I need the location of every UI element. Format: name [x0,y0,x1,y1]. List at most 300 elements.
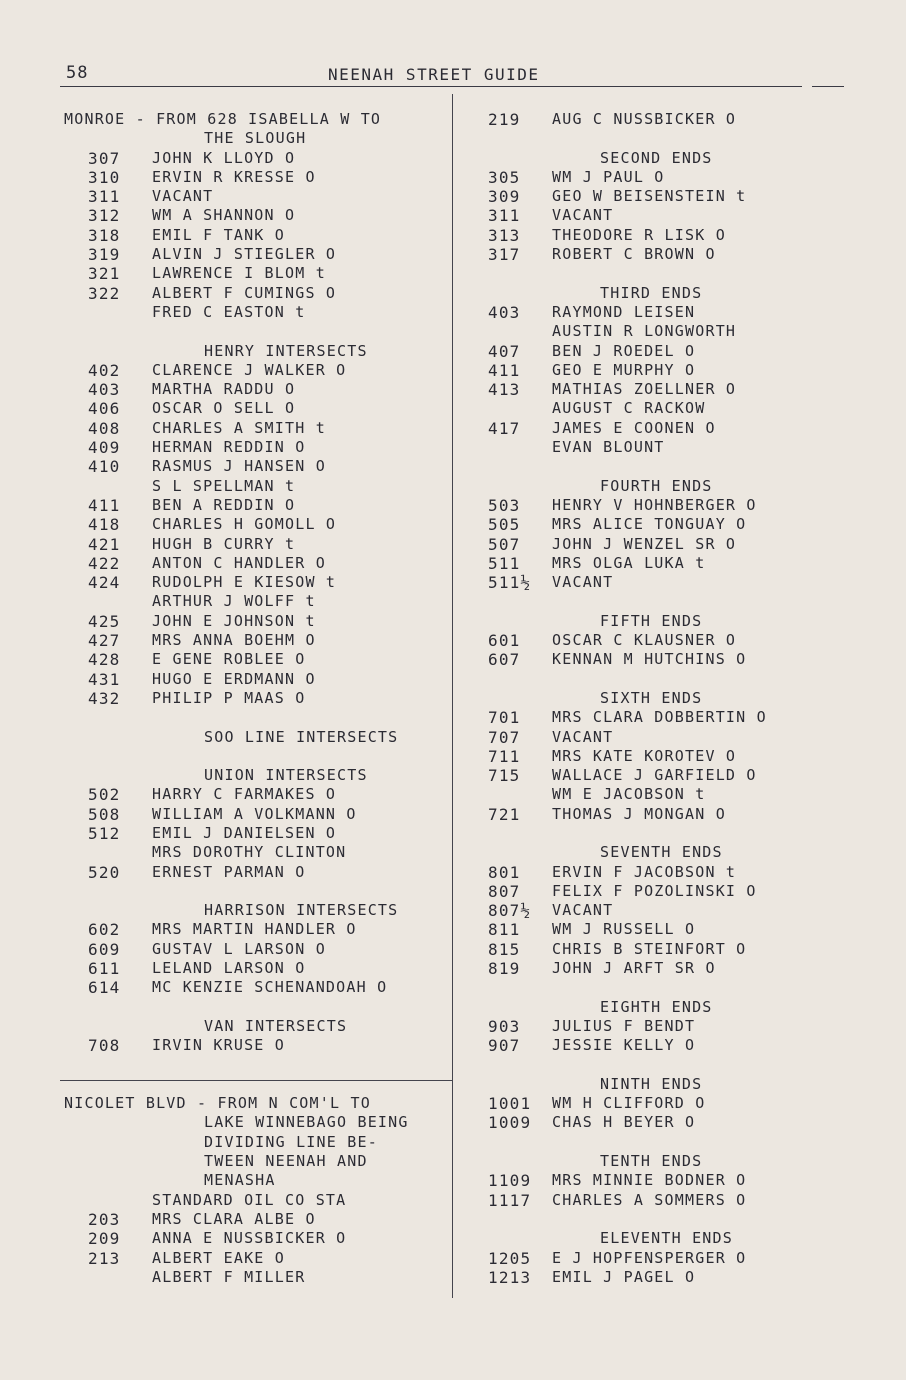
heading-line [470,149,870,168]
directory-entry [470,940,870,959]
directory-entry [470,1094,870,1113]
resident-name: ALBERT F CUMINGS O [152,283,337,302]
heading-line [470,843,870,862]
house-number: 507 [488,534,521,554]
resident-name: MARTHA RADDU O [152,380,296,399]
directory-entry [470,535,870,554]
directory-entry [64,264,452,283]
resident-name: WALLACE J GARFIELD O [552,766,757,785]
house-number: 317 [488,245,521,265]
house-number: 707 [488,727,521,747]
resident-name: WM J RUSSELL O [552,920,696,939]
resident-name: JULIUS F BENDT [552,1016,696,1035]
house-number: 819 [488,959,521,979]
directory-entry [470,766,870,785]
heading-line [64,1152,452,1171]
blank-line [64,747,452,766]
header-rule [60,86,802,87]
resident-name: HERMAN REDDIN O [152,438,306,457]
blank-line [470,978,870,997]
directory-entry [64,978,452,997]
heading-line [470,998,870,1017]
house-number: 607 [488,650,521,670]
resident-name: ERVIN R KRESSE O [152,167,316,186]
house-number: 431 [88,669,121,689]
house-number: 711 [488,746,521,766]
resident-name: WM E JACOBSON t [552,785,706,804]
resident-name: EMIL J DANIELSEN O [152,823,337,842]
house-number: 903 [488,1016,521,1036]
street-heading: NICOLET BLVD - FROM N COM'L TO [64,1094,371,1113]
resident-name: MRS ALICE TONGUAY O [552,515,747,534]
directory-entry [470,342,870,361]
resident-name: EVAN BLOUNT [552,438,665,457]
house-number: 511½ [488,573,532,593]
resident-name: WM H CLIFFORD O [552,1094,706,1113]
house-number: 427 [88,631,121,651]
house-number: 425 [88,611,121,631]
directory-entry [64,573,452,592]
house-number: 422 [88,553,121,573]
resident-name: GEO E MURPHY O [552,360,696,379]
house-number: 520 [88,862,121,882]
house-number: 511 [488,553,521,573]
resident-name: HUGO E ERDMANN O [152,669,316,688]
house-number: 602 [88,920,121,940]
house-number: 1205 [488,1248,532,1268]
street-heading-continuation: LAKE WINNEBAGO BEING [204,1113,409,1132]
section-heading: EIGHTH ENDS [600,997,713,1016]
house-number: 424 [88,573,121,593]
heading-line [470,689,870,708]
house-number: 318 [88,225,121,245]
house-number: 313 [488,225,521,245]
section-heading: UNION INTERSECTS [204,766,368,785]
resident-name: RUDOLPH E KIESOW t [152,573,337,592]
heading-line [64,1133,452,1152]
resident-name: CHARLES H GOMOLL O [152,515,337,534]
house-number: 815 [488,939,521,959]
house-number: 721 [488,804,521,824]
heading-line [64,766,452,785]
directory-entry [64,670,452,689]
street-heading: MONROE - FROM 628 ISABELLA W TO [64,110,382,128]
house-number: 408 [88,418,121,438]
directory-entry [470,1036,870,1055]
resident-name: VACANT [552,573,614,592]
house-number: 309 [488,187,521,207]
house-number: 418 [88,515,121,535]
directory-entry [470,438,870,457]
resident-name: STANDARD OIL CO STA [152,1190,347,1209]
directory-entry [64,940,452,959]
directory-entry [64,554,452,573]
heading-line [470,1075,870,1094]
directory-entry [470,650,870,669]
resident-name: WM J PAUL O [552,167,665,186]
resident-name: MRS ANNA BOEHM O [152,631,316,650]
directory-entry [470,303,870,322]
house-number: 503 [488,495,521,515]
resident-name: KENNAN M HUTCHINS O [552,650,747,669]
resident-name: THOMAS J MONGAN O [552,804,726,823]
resident-name: ROBERT C BROWN O [552,245,716,264]
resident-name: MRS OLGA LUKA t [552,553,706,572]
blank-line [470,129,870,148]
resident-name: MC KENZIE SCHENANDOAH O [152,978,388,997]
resident-name: LELAND LARSON O [152,959,306,978]
house-number: 614 [88,978,121,998]
resident-name: MRS DOROTHY CLINTON [152,843,347,862]
street-heading-continuation: THE SLOUGH [204,129,307,148]
resident-name: RASMUS J HANSEN O [152,457,326,476]
directory-entry [470,1191,870,1210]
directory-entry [64,785,452,804]
heading-line [64,342,452,361]
directory-entry [470,1113,870,1132]
section-heading: HENRY INTERSECTS [204,341,368,360]
resident-name: THEODORE R LISK O [552,225,726,244]
resident-name: MRS MINNIE BODNER O [552,1171,747,1190]
house-number: 402 [88,360,121,380]
section-heading: SOO LINE INTERSECTS [204,727,399,746]
directory-entry [470,187,870,206]
resident-name: FELIX F POZOLINSKI O [552,881,757,900]
directory-entry [64,515,452,534]
directory-entry [64,206,452,225]
directory-entry [470,322,870,341]
house-number: 403 [488,302,521,322]
resident-name: CHRIS B STEINFORT O [552,939,747,958]
blank-line [470,1056,870,1075]
resident-name: JOHN K LLOYD O [152,148,296,167]
directory-entry [64,284,452,303]
directory-entry [470,361,870,380]
directory-entry [470,708,870,727]
section-heading: TENTH ENDS [600,1152,703,1171]
house-number: 311 [488,206,521,226]
directory-entry [64,399,452,418]
house-number: 219 [488,110,521,129]
house-number: 322 [88,283,121,303]
directory-entry [470,554,870,573]
resident-name: ALVIN J STIEGLER O [152,245,337,264]
resident-name: WM A SHANNON O [152,206,296,225]
directory-entry [470,785,870,804]
house-number: 505 [488,515,521,535]
resident-name: MRS CLARA ALBE O [152,1209,316,1228]
left-column [64,110,452,1287]
directory-entry [64,187,452,206]
directory-entry [64,477,452,496]
section-heading: NINTH ENDS [600,1074,703,1093]
house-number: 801 [488,862,521,882]
blank-line [64,1075,452,1094]
house-number: 410 [88,457,121,477]
house-number: 413 [488,380,521,400]
blank-line [470,1210,870,1229]
resident-name: MATHIAS ZOELLNER O [552,380,737,399]
directory-entry [470,168,870,187]
directory-entry [64,226,452,245]
house-number: 609 [88,939,121,959]
resident-name: EMIL J PAGEL O [552,1267,696,1286]
resident-name: IRVIN KRUSE O [152,1036,285,1055]
directory-entry [470,863,870,882]
directory-entry [470,245,870,264]
heading-line [64,728,452,747]
blank-line [470,264,870,283]
directory-entry [64,1036,452,1055]
resident-name: MRS KATE KOROTEV O [552,746,737,765]
house-number: 213 [88,1248,121,1268]
house-number: 512 [88,823,121,843]
resident-name: PHILIP P MAAS O [152,688,306,707]
house-number: 611 [88,959,121,979]
directory-entry [64,959,452,978]
directory-entry [64,650,452,669]
directory-entry [64,149,452,168]
directory-entry [470,399,870,418]
directory-entry [64,1191,452,1210]
resident-name: CHAS H BEYER O [552,1113,696,1132]
directory-entry [470,380,870,399]
resident-name: ANTON C HANDLER O [152,553,326,572]
blank-line [470,670,870,689]
section-heading: FIFTH ENDS [600,611,703,630]
house-number: 1001 [488,1094,532,1114]
resident-name: ALBERT F MILLER [152,1267,306,1286]
resident-name: ANNA E NUSSBICKER O [152,1229,347,1248]
blank-line [64,708,452,727]
directory-entry [64,496,452,515]
house-number: 319 [88,245,121,265]
house-number: 417 [488,418,521,438]
heading-line [470,1152,870,1171]
house-number: 203 [88,1209,121,1229]
street-heading-continuation: DIVIDING LINE BE- [204,1132,378,1151]
directory-entry [470,419,870,438]
house-number: 1213 [488,1267,532,1287]
house-number: 811 [488,920,521,940]
house-number: 421 [88,534,121,554]
directory-entry [64,612,452,631]
right-column [470,110,870,1287]
resident-name: JOHN J ARFT SR O [552,959,716,978]
heading-line [470,1229,870,1248]
house-number: 701 [488,708,521,728]
resident-name: AUG C NUSSBICKER O [552,110,737,128]
resident-name: BEN A REDDIN O [152,495,296,514]
house-number: 715 [488,766,521,786]
heading-line [470,477,870,496]
column-divider [452,94,453,1298]
directory-entry [470,226,870,245]
resident-name: E J HOPFENSPERGER O [552,1248,747,1267]
resident-name: OSCAR O SELL O [152,399,296,418]
house-number: 432 [88,688,121,708]
house-number: 502 [88,785,121,805]
directory-entry [470,1268,870,1287]
blank-line [64,322,452,341]
resident-name: HENRY V HOHNBERGER O [552,495,757,514]
resident-name: HARRY C FARMAKES O [152,785,337,804]
house-number: 428 [88,650,121,670]
directory-entry [64,631,452,650]
directory-entry [64,863,452,882]
directory-entry [64,438,452,457]
heading-line [64,129,452,148]
directory-entry [64,805,452,824]
directory-entry [64,920,452,939]
section-heading: FOURTH ENDS [600,476,713,495]
resident-name: EMIL F TANK O [152,225,285,244]
directory-entry [470,110,870,129]
house-number: 406 [88,399,121,419]
section-heading: THIRD ENDS [600,283,703,302]
directory-entry [64,419,452,438]
directory-entry [64,1210,452,1229]
section-heading: SECOND ENDS [600,148,713,167]
page-title: NEENAH STREET GUIDE [328,65,540,84]
heading-line [64,110,452,129]
resident-name: CLARENCE J WALKER O [152,360,347,379]
directory-entry [470,573,870,592]
resident-name: AUSTIN R LONGWORTH [552,322,737,341]
page-number: 58 [66,63,89,83]
directory-entry [64,168,452,187]
house-number: 508 [88,804,121,824]
directory-entry [470,1017,870,1036]
house-number: 807½ [488,901,532,921]
resident-name: ARTHUR J WOLFF t [152,592,316,611]
header-rule-extension [812,86,844,87]
heading-line [64,1113,452,1132]
blank-line [470,824,870,843]
resident-name: E GENE ROBLEE O [152,650,306,669]
street-heading-continuation: TWEEN NEENAH AND [204,1152,368,1171]
house-number: 403 [88,380,121,400]
resident-name: S L SPELLMAN t [152,476,296,495]
house-number: 305 [488,167,521,187]
house-number: 1117 [488,1190,532,1210]
directory-entry [470,805,870,824]
directory-entry [470,920,870,939]
directory-entry [64,689,452,708]
house-number: 411 [88,495,121,515]
directory-entry [64,380,452,399]
house-number: 708 [88,1036,121,1056]
resident-name: VACANT [552,901,614,920]
resident-name: JESSIE KELLY O [552,1036,696,1055]
resident-name: FRED C EASTON t [152,302,306,321]
section-heading: SIXTH ENDS [600,688,703,707]
directory-entry [470,206,870,225]
directory-entry [64,592,452,611]
directory-entry [470,496,870,515]
house-number: 409 [88,438,121,458]
section-heading: ELEVENTH ENDS [600,1229,733,1248]
directory-entry [470,728,870,747]
directory-entry [470,882,870,901]
resident-name: ERNEST PARMAN O [152,862,306,881]
house-number: 209 [88,1229,121,1249]
heading-line [64,901,452,920]
heading-line [470,284,870,303]
resident-name: MRS CLARA DOBBERTIN O [552,708,767,727]
resident-name: HUGH B CURRY t [152,534,296,553]
directory-entry [470,631,870,650]
resident-name: MRS MARTIN HANDLER O [152,920,357,939]
house-number: 307 [88,148,121,168]
section-heading: VAN INTERSECTS [204,1016,348,1035]
resident-name: CHARLES A SOMMERS O [552,1190,747,1209]
house-number: 312 [88,206,121,226]
house-number: 411 [488,360,521,380]
heading-line [64,1171,452,1190]
directory-entry [470,1171,870,1190]
directory-entry [64,1268,452,1287]
directory-entry [470,747,870,766]
resident-name: CHARLES A SMITH t [152,418,326,437]
blank-line [64,998,452,1017]
directory-entry [470,1249,870,1268]
blank-line [470,1133,870,1152]
resident-name: LAWRENCE I BLOM t [152,264,326,283]
house-number: 310 [88,167,121,187]
heading-line [64,1017,452,1036]
resident-name: JAMES E COONEN O [552,418,716,437]
directory-entry [64,245,452,264]
resident-name: VACANT [552,206,614,225]
resident-name: ALBERT EAKE O [152,1248,285,1267]
directory-entry [64,843,452,862]
resident-name: RAYMOND LEISEN [552,302,696,321]
heading-line [64,1094,452,1113]
directory-entry [470,515,870,534]
resident-name: VACANT [552,727,614,746]
directory-entry [64,535,452,554]
resident-name: OSCAR C KLAUSNER O [552,631,737,650]
house-number: 321 [88,264,121,284]
house-number: 907 [488,1036,521,1056]
section-heading: HARRISON INTERSECTS [204,901,399,920]
directory-entry [470,901,870,920]
house-number: 407 [488,341,521,361]
resident-name: JOHN E JOHNSON t [152,611,316,630]
directory-entry [470,959,870,978]
resident-name: WILLIAM A VOLKMANN O [152,804,357,823]
blank-line [64,882,452,901]
resident-name: BEN J ROEDEL O [552,341,696,360]
directory-entry [64,824,452,843]
resident-name: GEO W BEISENSTEIN t [552,187,747,206]
resident-name: GUSTAV L LARSON O [152,939,326,958]
directory-entry [64,457,452,476]
street-heading-continuation: MENASHA [204,1171,276,1190]
directory-entry [64,1229,452,1248]
directory-entry [64,1249,452,1268]
directory-entry [64,361,452,380]
heading-line [470,612,870,631]
directory-entry [64,303,452,322]
resident-name: AUGUST C RACKOW [552,399,706,418]
blank-line [470,457,870,476]
resident-name: JOHN J WENZEL SR O [552,534,737,553]
section-heading: SEVENTH ENDS [600,843,723,862]
blank-line [64,1056,452,1075]
resident-name: ERVIN F JACOBSON t [552,862,737,881]
